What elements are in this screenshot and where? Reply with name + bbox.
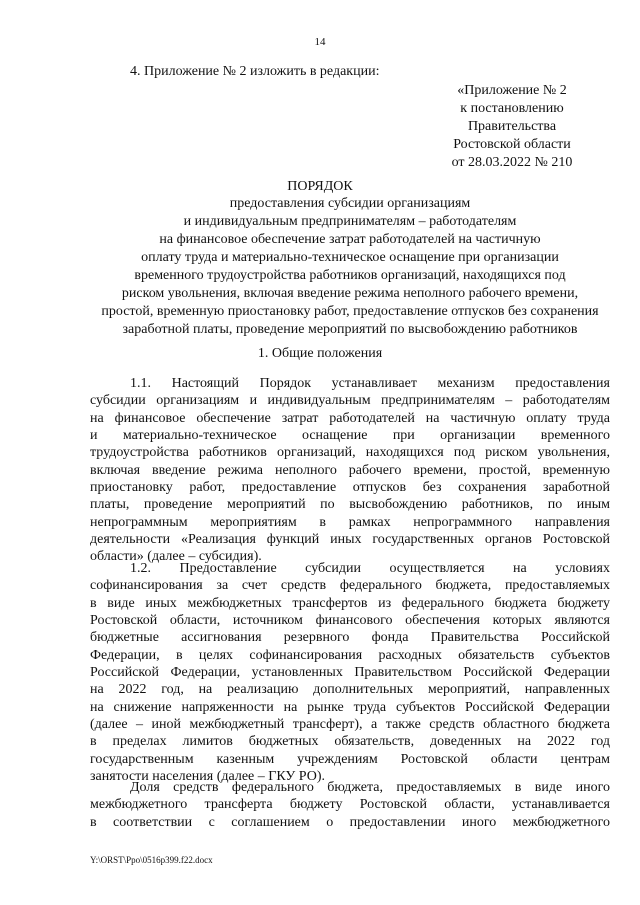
paragraph-line: в пределах лимитов бюджетных обязательств, доведенных на 2022 год	[90, 734, 610, 750]
document-subtitle	[80, 195, 620, 339]
footer-file-path: Y:\ORST\Ppo\0516p399.f22.docx	[90, 855, 213, 865]
approval-line: от 28.03.2022 № 210	[451, 155, 573, 170]
paragraph-line: приостановку работ, предоставление отпусков без сохранения заработной	[90, 480, 610, 496]
paragraph-line: включая введение режима неполного рабочего времени, простой, временную	[90, 462, 610, 478]
approval-line: «Приложение № 2	[457, 83, 567, 98]
paragraph-line: и материально-техническое оснащение при организации временного	[90, 428, 610, 444]
paragraph-line: на финансовое обеспечение затрат работодателей на частичную оплату труда	[90, 410, 610, 426]
paragraph-line: софинансирования за счет средств федерального бюджета, предоставляемых	[90, 578, 610, 594]
paragraph-line: на снижение напряженности на рынке труда субъектов Российской Федерации	[90, 699, 610, 715]
subtitle-line: и индивидуальным предпринимателям – работодателям	[183, 214, 517, 229]
paragraph-line: 1.2. Предоставление субсидии осуществляется на условиях	[130, 561, 610, 576]
amendment-line: 4. Приложение № 2 изложить в редакции:	[130, 64, 380, 79]
subtitle-line: риском увольнения, включая введение режима неполного рабочего времени,	[121, 286, 579, 301]
paragraph-line: Федерации, в целях софинансирования расходных обязательств субъектов	[90, 647, 610, 663]
subtitle-line: на финансовое обеспечение затрат работодателей на частичную	[159, 232, 541, 247]
paragraph-line: Доля средств федерального бюджета, предоставляемых в виде иного	[130, 780, 610, 795]
subtitle-line: заработной платы, проведение мероприятий по высвобождению работников	[122, 322, 578, 337]
paragraph-1-1	[90, 375, 610, 566]
approval-line: Ростовской области	[453, 137, 571, 152]
paragraph-line: непрограммным мероприятиям в рамках непрограммного направления	[90, 514, 610, 530]
approval-block	[437, 82, 587, 172]
paragraph-line: на 2022 год, на реализацию дополнительных мероприятий, направленных	[90, 682, 610, 698]
paragraph-line: субсидии организациям и индивидуальным предпринимателям – работодателям	[90, 393, 610, 409]
paragraph-line: 1.1. Настоящий Порядок устанавливает механизм предоставления	[130, 376, 610, 391]
approval-line: к постановлению	[460, 101, 564, 116]
paragraph-line: в виде иных межбюджетных трансфертов из федерального бюджета бюджету	[90, 595, 610, 611]
paragraph-line: деятельности «Реализация функций иных государственных органов Ростовской	[90, 532, 610, 548]
paragraph-line: бюджетные ассигнования резервного фонда Правительства Российской	[90, 630, 610, 646]
paragraph-line: трудоустройства работников организаций, находящихся под риском увольнения,	[90, 445, 610, 461]
paragraph-line: Ростовской области, источником финансового обеспечения которых являются	[90, 613, 610, 629]
paragraph-line: межбюджетного трансферта бюджету Ростовской области, устанавливается	[90, 797, 610, 813]
subtitle-line: временного трудоустройства работников организаций, находящихся под	[134, 268, 566, 283]
subtitle-line: простой, временную приостановку работ, предоставление отпусков без сохранения	[101, 304, 599, 319]
subtitle-line: предоставления субсидии организациям	[229, 196, 471, 211]
paragraph-line: в соответствии с соглашением о предоставлении иного межбюджетного	[90, 814, 610, 830]
paragraph-line: государственным казенным учреждениям Ростовской области центрам	[90, 751, 610, 767]
paragraph-line: занятости населения (далее – ГКУ РО).	[90, 769, 326, 785]
page-number: 14	[314, 36, 326, 48]
paragraph-line: Российской Федерации, установленных Правительством Российской Федерации	[90, 665, 610, 681]
section-heading: 1. Общие положения	[257, 346, 383, 361]
subtitle-line: оплату труда и материально-техническое оснащение при организации	[141, 250, 559, 265]
paragraph-line: области» (далее – субсидия).	[90, 549, 262, 565]
paragraph-share	[90, 779, 610, 831]
paragraph-line: (далее – иной межбюджетный трансферт), а также средств областного бюджета	[90, 717, 610, 733]
paragraph-1-2	[90, 560, 610, 785]
document-title: ПОРЯДОК	[287, 179, 353, 194]
approval-line: Правительства	[467, 119, 557, 134]
paragraph-line: платы, проведение мероприятий по высвобождению работников, по иным	[90, 497, 610, 513]
